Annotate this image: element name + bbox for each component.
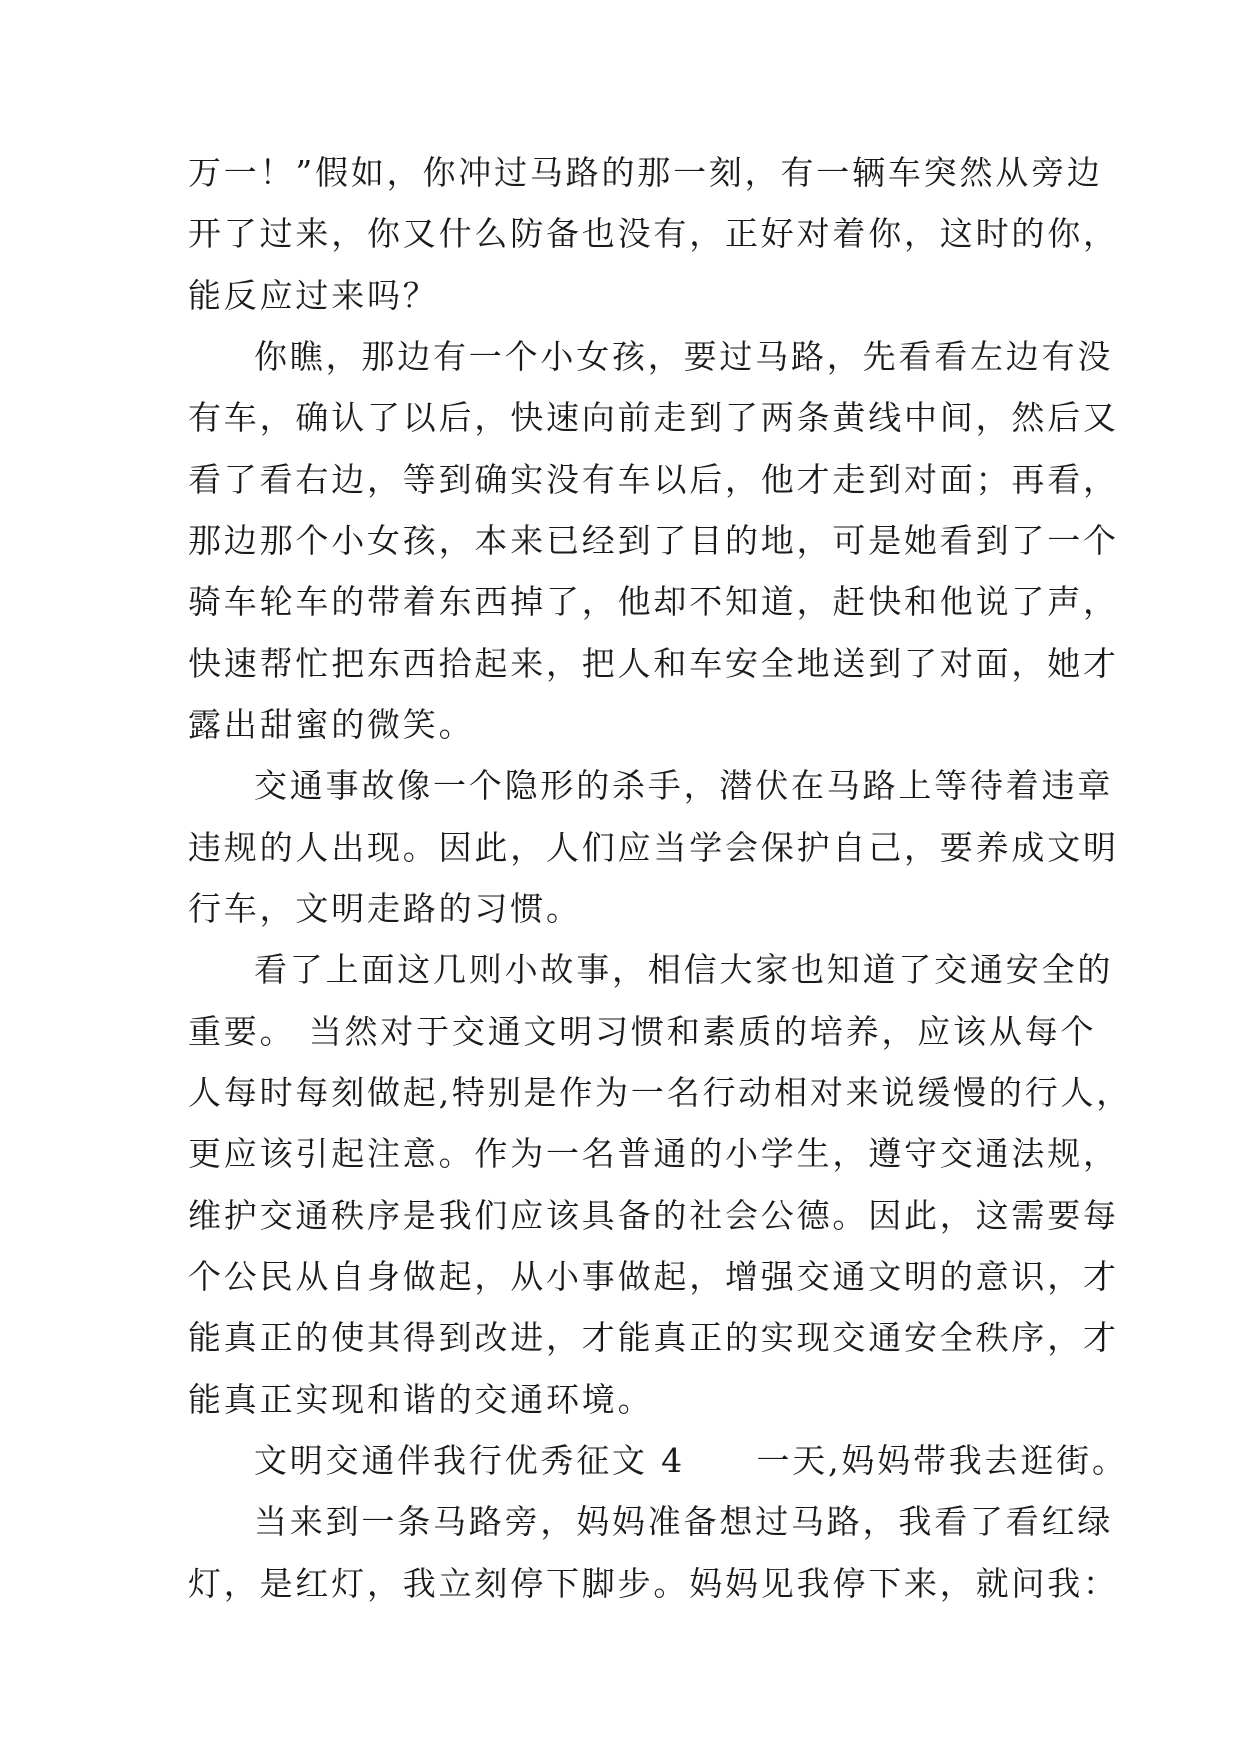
text-line: 骑车轮车的带着东西掉了，他却不知道，赶快和他说了声，: [188, 582, 1119, 621]
text-line: 能反应过来吗？: [188, 276, 439, 315]
text-line: 更应该引起注意。作为一名普通的小学生，遵守交通法规，: [188, 1134, 1119, 1173]
text-line: 你瞧，那边有一个小女孩，要过马路，先看看左边有没: [254, 337, 1114, 376]
text-line: 维护交通秩序是我们应该具备的社会公德。因此，这需要每: [188, 1196, 1119, 1235]
text-line: 能真正实现和谐的交通环境。: [188, 1380, 654, 1419]
text-line: 人每时每刻做起,特别是作为一名行动相对来说缓慢的行人，: [188, 1073, 1133, 1112]
text-line: 文明交通伴我行优秀征文 4 一天,妈妈带我去逛街。: [254, 1441, 1128, 1480]
text-line: 个公民从自身做起，从小事做起，增强交通文明的意识，才: [188, 1257, 1119, 1296]
text-line: 违规的人出现。因此，人们应当学会保护自己，要养成文明: [188, 828, 1119, 867]
text-line: 看了看右边，等到确实没有车以后，他才走到对面；再看，: [188, 460, 1119, 499]
text-line: 快速帮忙把东西拾起来，把人和车安全地送到了对面，她才: [188, 644, 1119, 683]
text-line: 开了过来，你又什么防备也没有，正好对着你，这时的你，: [188, 214, 1119, 253]
text-line: 露出甜蜜的微笑。: [188, 705, 475, 744]
text-line: 交通事故像一个隐形的杀手，潜伏在马路上等待着违章: [254, 766, 1114, 805]
text-line: 能真正的使其得到改进，才能真正的实现交通安全秩序，才: [188, 1318, 1119, 1357]
text-line: 看了上面这几则小故事，相信大家也知道了交通安全的: [254, 950, 1114, 989]
text-line: 万一！”假如，你冲过马路的那一刻，有一辆车突然从旁边: [188, 153, 1103, 192]
text-line: 灯，是红灯，我立刻停下脚步。妈妈见我停下来，就问我：: [188, 1564, 1119, 1603]
text-line: 行车，文明走路的习惯。: [188, 889, 582, 928]
text-line: 重要。 当然对于交通文明习惯和素质的培养，应该从每个: [188, 1012, 1097, 1051]
text-line: 那边那个小女孩，本来已经到了目的地，可是她看到了一个: [188, 521, 1119, 560]
text-line: 当来到一条马路旁，妈妈准备想过马路，我看了看红绿: [254, 1502, 1114, 1541]
text-line: 有车，确认了以后，快速向前走到了两条黄线中间，然后又: [188, 398, 1119, 437]
